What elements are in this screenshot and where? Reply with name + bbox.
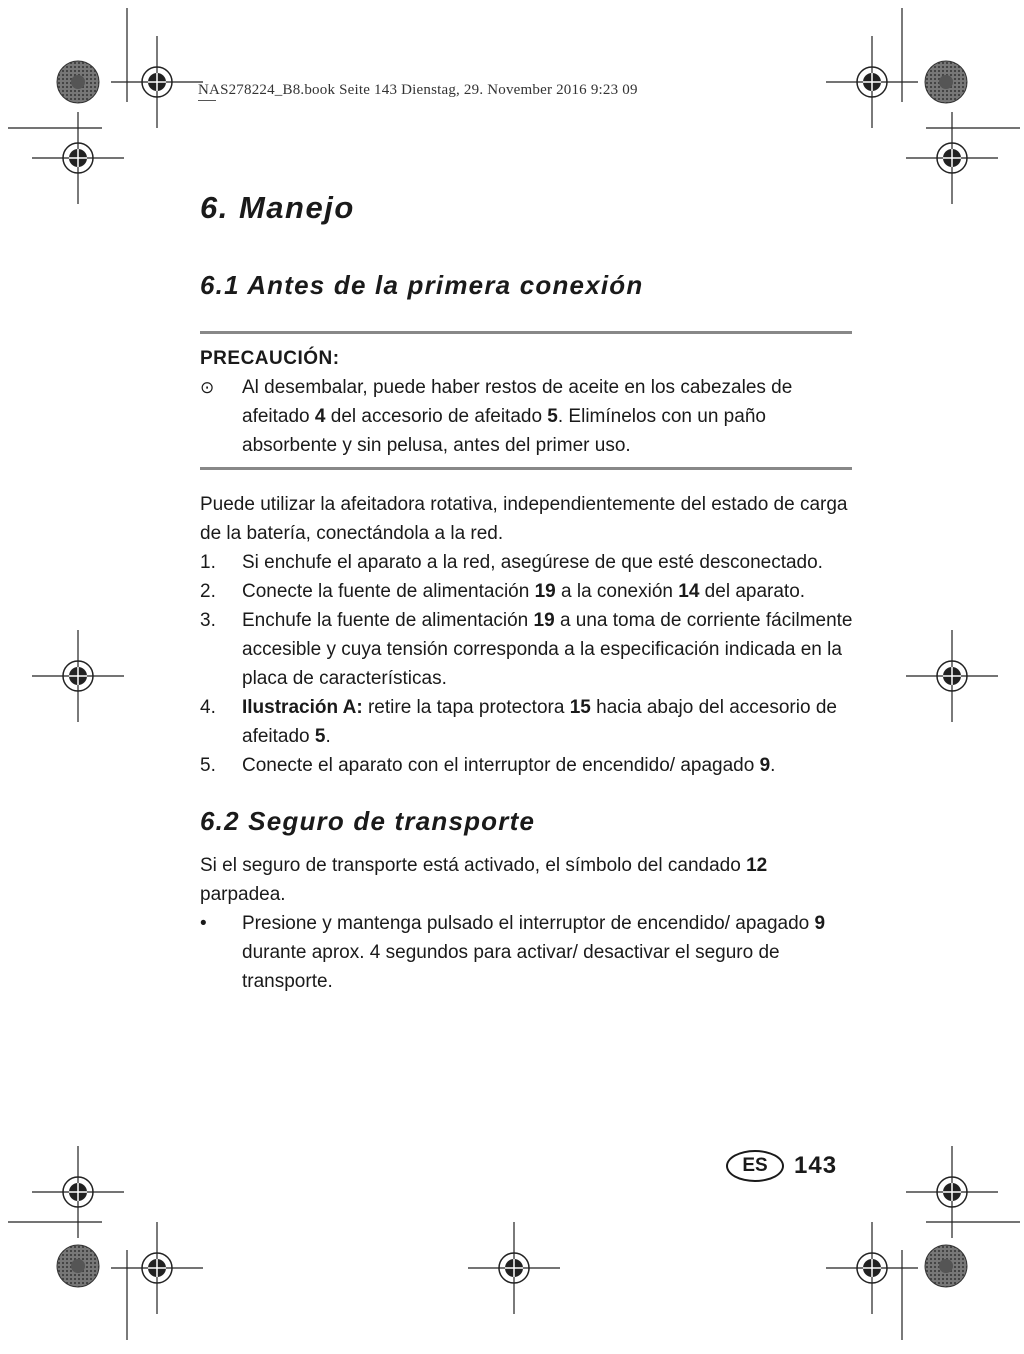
list-item: • Presione y mantenga pulsado el interruptor de encendido/ apagado 9 durante aprox. 4 segundos para activar/ desactivar el seguro de transporte.: [200, 909, 855, 996]
caution-top-rule: [200, 331, 852, 334]
section1-intro: Puede utilizar la afeitadora rotativa, independientemente del estado de carga de la batería, conectándola a la red.: [200, 494, 848, 544]
list-item: 5. Conecte el aparato con el interruptor de encendido/ apagado 9.: [200, 755, 776, 776]
page-footer: [726, 1150, 837, 1182]
section-title-6-2: 6.2 Seguro de transporte: [200, 806, 536, 836]
circled-dot-icon: ⊙: [200, 378, 215, 397]
list-item: 2. Conecte la fuente de alimentación 19 a la conexión 14 del aparato.: [200, 581, 806, 602]
list-item: 1. Si enchufe el aparato a la red, asegúrese de que esté desconectado.: [200, 552, 823, 573]
steps-list: [200, 548, 855, 780]
chapter-title: 6. Manejo: [200, 190, 355, 225]
section-title-6-1: 6.1 Antes de la primera conexión: [200, 270, 644, 300]
page-number: 143: [794, 1152, 838, 1179]
caution-text: ⊙ Al desembalar, puede haber restos de aceite en los cabezales de afeitado 4 del accesorio de afeitado 5. Elimínelos con un paño absorbente y sin pelusa, antes del primer uso.: [200, 373, 855, 460]
list-item: 3. Enchufe la fuente de alimentación 19 a una toma de corriente fácilmente accesible y cuya tensión corresponda a la especificación indicada en la placa de características.: [200, 610, 853, 689]
section2-intro: Si el seguro de transporte está activado, el símbolo del candado 12 parpadea.: [200, 855, 768, 905]
caution-label: PRECAUCIÓN:: [200, 348, 340, 369]
page-content: [200, 190, 855, 996]
section2-bullets: [200, 909, 855, 996]
language-badge: ES: [726, 1150, 784, 1182]
list-item: 4. Ilustración A: retire la tapa protectora 15 hacia abajo del accesorio de afeitado 5.: [200, 697, 837, 747]
caution-bottom-rule: [200, 467, 852, 470]
slug-underline: [198, 100, 216, 101]
bullet-dot-icon: •: [200, 913, 207, 934]
print-slug-header: NAS278224_B8.book Seite 143 Dienstag, 29. November 2016 9:23 09: [198, 82, 638, 98]
